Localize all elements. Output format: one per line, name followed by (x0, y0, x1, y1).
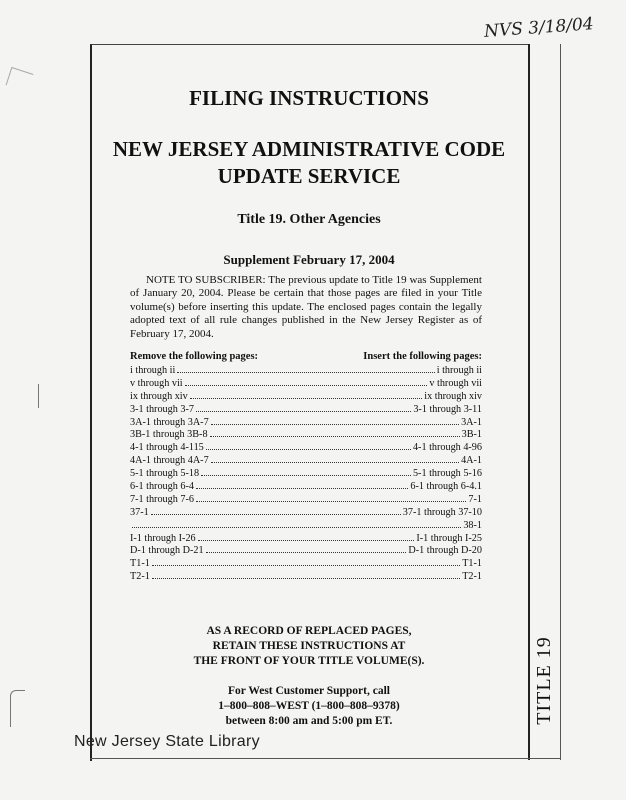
supplement-date: Supplement February 17, 2004 (223, 252, 395, 267)
dot-leader (132, 519, 461, 528)
insert-pages: D-1 through D-20 (408, 545, 482, 557)
insert-pages: i through ii (436, 365, 482, 376)
bottom-rule (90, 758, 560, 759)
list-item (130, 557, 482, 570)
list-item (130, 544, 482, 557)
remove-pages-header: Remove the following pages: (130, 351, 259, 362)
title-tab-label (529, 620, 559, 740)
insert-pages: 3B-1 (461, 429, 482, 441)
retain-instructions (90, 624, 528, 669)
insert-pages: 38-1 (463, 519, 482, 531)
list-item (130, 441, 482, 454)
dot-leader (151, 506, 401, 515)
insert-pages-header: Insert the following pages: (363, 351, 482, 362)
scan-artifact-mark (10, 690, 25, 727)
insert-pages: T2-1 (462, 571, 482, 583)
insert-pages: 5-1 through 5-16 (412, 468, 482, 480)
scan-artifact-mark (6, 67, 34, 92)
title-tab-text: TITLE 19 (532, 635, 555, 725)
dot-leader (196, 480, 408, 489)
subscriber-note: NOTE TO SUBSCRIBER: The previous update to Title 19 was Supplement of January 20, 2004. Please be certain that those pages are filed in your Title volume(s) before inserting this update. The enclosed pages contain the legally adopted text of all rule changes published in the New Jersey Register as of February 17, 2004. (130, 274, 482, 340)
list-item (130, 403, 482, 416)
list-item (130, 519, 482, 532)
remove-pages: 3B-1 through 3B-8 (130, 429, 208, 441)
remove-pages: 3-1 through 3-7 (130, 403, 194, 415)
dot-leader (196, 493, 466, 502)
dot-leader (198, 532, 415, 541)
dot-leader (206, 544, 407, 553)
retain-line-3: THE FRONT OF YOUR TITLE VOLUME(S). (193, 655, 425, 667)
remove-pages: 7-1 through 7-6 (130, 493, 194, 505)
insert-pages: 3-1 through 3-11 (413, 403, 482, 415)
list-item (130, 467, 482, 480)
retain-line-1: AS A RECORD OF REPLACED PAGES, (206, 625, 412, 637)
dot-leader (152, 557, 460, 566)
dot-leader (211, 416, 459, 425)
library-stamp: New Jersey State Library (74, 733, 260, 750)
title-number: Title 19. Other Agencies (237, 212, 381, 227)
list-item (130, 364, 482, 377)
remove-pages: 3A-1 through 3A-7 (130, 416, 209, 428)
support-phone: 1–800–808–WEST (1–800–808–9378) (218, 700, 400, 712)
dot-leader (177, 364, 434, 373)
support-line-1: For West Customer Support, call (228, 685, 390, 697)
insert-pages: T1-1 (462, 558, 482, 570)
remove-pages: 37-1 (130, 506, 149, 518)
support-hours: between 8:00 am and 5:00 pm ET. (225, 715, 393, 727)
insert-pages: 6-1 through 6-4.1 (410, 481, 482, 493)
retain-line-2: RETAIN THESE INSTRUCTIONS AT (212, 640, 406, 652)
dot-leader (201, 467, 411, 476)
insert-pages: 3A-1 (461, 416, 482, 428)
list-item (130, 493, 482, 506)
insert-pages: 4-1 through 4-96 (412, 442, 482, 454)
list-item (130, 506, 482, 519)
remove-pages: T1-1 (130, 558, 150, 570)
remove-pages: I-1 through I-26 (130, 532, 196, 544)
subtitle-line-1: NEW JERSEY ADMINISTRATIVE CODE (112, 137, 506, 161)
list-item (130, 570, 482, 583)
remove-pages: 4-1 through 4-115 (130, 442, 204, 454)
remove-pages: v through vii (130, 377, 183, 389)
insert-pages: ix through xiv (424, 390, 482, 402)
scan-artifact-mark (38, 384, 40, 408)
list-item (130, 390, 482, 403)
customer-support-info (90, 684, 528, 729)
remove-pages: ix through xiv (130, 390, 188, 402)
insert-pages: 4A-1 (461, 455, 482, 467)
dot-leader (211, 454, 459, 463)
insert-pages: 37-1 through 37-10 (402, 506, 482, 518)
remove-pages: i through ii (130, 365, 176, 376)
dot-leader (196, 403, 411, 412)
remove-pages: 6-1 through 6-4 (130, 481, 194, 493)
list-item (130, 454, 482, 467)
dot-leader (190, 390, 423, 399)
list-item (130, 428, 482, 441)
handwritten-initials-date: NVS 3/18/04 (483, 14, 595, 42)
subtitle-line-2: UPDATE SERVICE (217, 164, 401, 188)
dot-leader (210, 428, 460, 437)
list-item (130, 532, 482, 545)
page-subtitle (100, 136, 518, 190)
remove-pages: 5-1 through 5-18 (130, 468, 200, 480)
remove-pages: T2-1 (130, 571, 150, 583)
insert-pages: 7-1 (468, 493, 482, 505)
list-item (130, 377, 482, 390)
insert-pages: I-1 through I-25 (416, 532, 482, 544)
dot-leader (152, 570, 460, 579)
page-replacement-list (130, 364, 482, 583)
list-item (130, 480, 482, 493)
remove-pages: 4A-1 through 4A-7 (130, 455, 209, 467)
dot-leader (206, 441, 411, 450)
page-title: FILING INSTRUCTIONS (189, 86, 429, 110)
insert-pages: v through vii (429, 377, 482, 389)
list-item (130, 416, 482, 429)
dot-leader (185, 377, 428, 386)
remove-pages: D-1 through D-21 (130, 545, 204, 557)
